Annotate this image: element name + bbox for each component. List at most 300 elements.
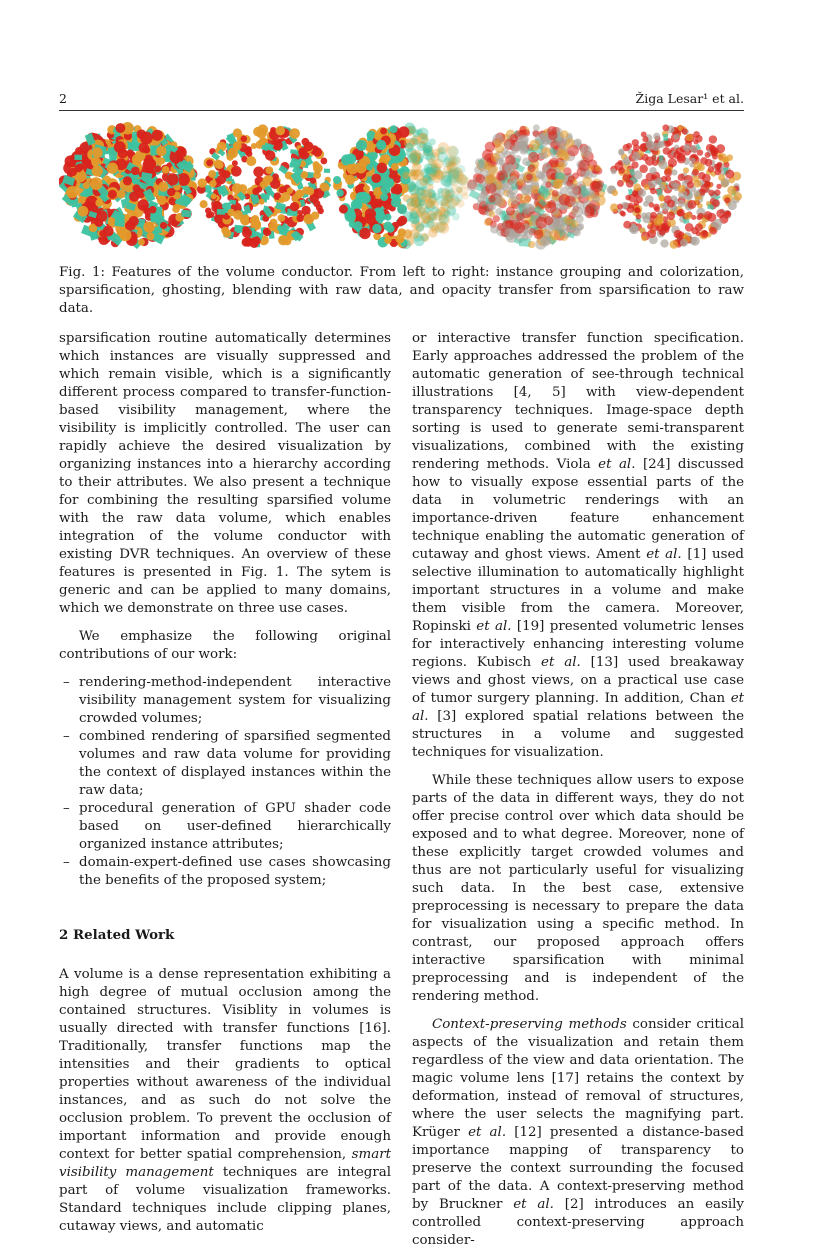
instance-mark — [692, 169, 699, 176]
instance-mark — [683, 144, 690, 151]
instance-mark — [467, 181, 478, 192]
instance-mark — [714, 219, 723, 228]
instance-mark — [409, 213, 420, 224]
instance-mark — [208, 211, 214, 217]
instance-mark — [426, 220, 434, 228]
instance-mark — [678, 200, 685, 207]
instance-mark — [611, 168, 617, 174]
instance-mark — [485, 142, 495, 152]
instance-mark — [391, 163, 399, 171]
instance-mark — [160, 222, 167, 229]
instance-mark — [484, 218, 492, 226]
instance-mark — [690, 158, 695, 163]
instance-mark — [265, 175, 272, 182]
instance-mark — [646, 141, 655, 150]
instance-mark — [251, 215, 259, 223]
instance-mark — [233, 128, 242, 137]
instance-mark — [542, 237, 550, 245]
instance-mark — [156, 146, 166, 156]
instance-mark — [488, 195, 495, 202]
instance-mark — [685, 223, 694, 232]
instance-mark — [618, 167, 625, 174]
instance-mark — [211, 193, 217, 199]
instance-mark — [693, 161, 702, 170]
instance-mark — [258, 199, 264, 205]
instance-mark — [253, 167, 264, 178]
paragraph: or interactive transfer function specification. Early approaches addressed the problem of the automatic generation of see-through technical illustrations [4, 5] with view-dependent transparency techniques. Image-space depth sorting is used to generate semi-transparent visualizations, combined with the existing rendering methods. Viola et al. [24] discussed how to visually expose essential parts of the data in volumetric renderings with an importance-driven feature enhancement technique enabling the automatic generation of cutaway and ghost views. Ament et al. [1] used selective illumination to automatically highlight important structures in a volume and make them visible from the camera. Moreover, Ropinski et al. [19] presented volumetric lenses for interactively enhancing interesting volume regions. Kubisch et al. [13] used breakaway views and ghost views, on a practical use case of tumor surgery planning. In addition, Chan et al. [3] explored spatial relations between the structures in a volume and suggested techniques for visualization. — [412, 331, 745, 760]
instance-mark — [395, 234, 404, 243]
instance-mark — [333, 176, 341, 184]
instance-mark — [118, 149, 128, 159]
instance-mark — [725, 170, 734, 179]
instance-mark — [506, 206, 515, 215]
instance-mark — [366, 164, 373, 171]
instance-mark — [504, 163, 513, 172]
instance-mark — [544, 216, 553, 225]
instance-mark — [687, 181, 694, 188]
instance-mark — [658, 141, 665, 148]
instance-mark — [496, 157, 503, 164]
instance-mark — [129, 191, 139, 201]
instance-mark — [673, 151, 681, 159]
instance-mark — [488, 211, 495, 218]
instance-mark — [690, 236, 699, 245]
instance-mark — [526, 173, 533, 180]
instance-mark — [119, 229, 131, 241]
instance-mark — [716, 209, 725, 218]
paragraph: We emphasize the following original contributions of our work: — [59, 629, 391, 662]
instance-mark — [123, 176, 132, 185]
instance-mark — [618, 160, 623, 165]
instance-mark — [218, 169, 226, 177]
instance-mark — [612, 190, 618, 196]
instance-mark — [417, 133, 428, 144]
instance-mark — [697, 149, 703, 155]
contributions-list — [59, 674, 391, 890]
instance-mark — [115, 123, 125, 133]
instance-mark — [355, 162, 366, 173]
instance-mark — [355, 192, 366, 203]
instance-mark — [433, 193, 441, 201]
instance-mark — [138, 239, 145, 246]
instance-mark — [624, 159, 630, 165]
instance-mark — [107, 163, 118, 174]
instance-mark — [306, 187, 314, 195]
instance-mark — [250, 239, 259, 248]
instance-mark — [427, 184, 434, 191]
instance-mark — [133, 184, 141, 192]
instance-mark — [380, 193, 388, 201]
instance-mark — [276, 126, 285, 135]
instance-mark — [658, 160, 667, 169]
instance-mark — [692, 176, 699, 183]
instance-mark — [117, 190, 126, 199]
instance-mark — [670, 240, 679, 249]
instance-mark — [556, 137, 567, 148]
instance-mark — [429, 138, 436, 145]
instance-mark — [555, 172, 565, 180]
instance-mark — [158, 157, 165, 164]
instance-mark — [217, 209, 225, 215]
instance-mark — [633, 144, 640, 151]
instance-mark — [716, 184, 721, 189]
instance-mark — [391, 198, 401, 208]
instance-mark — [585, 203, 596, 214]
instance-mark — [528, 152, 539, 163]
instance-mark — [372, 224, 381, 233]
instance-mark — [289, 128, 300, 139]
list-item: – combined rendering of sparsified segmented volumes and raw data volume for providing the context of displayed instances within the raw data; — [59, 728, 391, 800]
instance-mark — [495, 208, 502, 215]
instance-mark — [553, 178, 563, 188]
instance-mark — [654, 217, 663, 226]
instance-mark — [320, 183, 329, 192]
instance-mark — [505, 228, 514, 237]
instance-mark — [208, 170, 216, 178]
instance-mark — [714, 189, 720, 195]
instance-mark — [545, 181, 551, 187]
instance-mark — [402, 172, 410, 180]
instance-mark — [426, 211, 436, 221]
instance-mark — [643, 215, 651, 223]
instance-mark — [590, 181, 601, 192]
instance-mark — [533, 124, 540, 131]
instance-mark — [690, 145, 698, 153]
instance-mark — [650, 212, 657, 219]
instance-mark — [490, 225, 498, 233]
instance-mark — [683, 167, 689, 173]
instance-mark — [353, 221, 363, 231]
instance-mark — [398, 126, 409, 137]
instance-mark — [413, 169, 424, 180]
right-column — [412, 330, 744, 1250]
instance-mark — [712, 199, 720, 207]
instance-mark — [313, 171, 321, 179]
instance-mark — [336, 189, 343, 196]
instance-mark — [92, 165, 103, 176]
instance-mark — [74, 155, 82, 160]
instance-mark — [632, 152, 641, 161]
instance-mark — [251, 143, 257, 149]
instance-mark — [641, 235, 647, 241]
instance-mark — [559, 194, 570, 205]
instance-mark — [437, 171, 446, 180]
instance-mark — [662, 124, 669, 131]
instance-mark — [296, 214, 304, 222]
instance-mark — [479, 191, 487, 199]
instance-mark — [695, 223, 703, 231]
instance-mark — [376, 140, 386, 150]
instance-mark — [209, 180, 216, 187]
instance-mark — [633, 183, 641, 191]
instance-mark — [131, 167, 140, 176]
instance-mark — [664, 168, 672, 176]
instance-mark — [383, 221, 392, 230]
instance-mark — [489, 203, 496, 210]
instance-mark — [617, 204, 623, 210]
instance-mark — [580, 146, 592, 158]
instance-mark — [221, 227, 229, 235]
instance-mark — [241, 136, 248, 143]
instance-mark — [592, 195, 600, 203]
instance-mark — [519, 126, 526, 133]
instance-mark — [536, 170, 544, 178]
instance-mark — [138, 199, 149, 210]
instance-mark — [290, 202, 299, 211]
instance-mark — [324, 169, 330, 174]
instance-mark — [253, 127, 263, 137]
instance-mark — [303, 214, 314, 225]
instance-mark — [157, 195, 167, 205]
instance-mark — [728, 201, 737, 210]
instance-mark — [83, 182, 90, 189]
instance-mark — [509, 176, 518, 185]
paragraph: sparsification routine automatically determines which instances are visually suppressed and which remain visible, which is a significantly different process compared to transfer-function-based visibility management, where the visibility is implicitly controlled. The user can rapidly achieve the desired visualization by organizing instances into a hierarchy according to their attributes. We also present a technique for combining the resulting sparsified volume with the raw data volume, which enables integration of the volume conductor with existing DVR techniques. An overview of these features is presented in Fig. 1. The sytem is generic and can be applied to many domains, which we demonstrate on three use cases. — [59, 331, 391, 616]
instance-mark — [92, 147, 103, 158]
instance-mark — [377, 163, 388, 174]
instance-mark — [298, 147, 307, 156]
instance-mark — [698, 213, 704, 219]
instance-mark — [647, 229, 656, 238]
instance-mark — [371, 173, 381, 183]
instance-mark — [346, 153, 357, 164]
instance-mark — [206, 159, 213, 166]
instance-mark — [90, 177, 103, 190]
figure-caption: Fig. 1: Features of the volume conductor. From left to right: instance grouping and colorization, sparsification, ghosting, blending with raw data, and opacity transfer from sparsification to raw data. — [59, 265, 744, 316]
instance-mark — [642, 136, 648, 142]
instance-mark — [200, 200, 208, 208]
instance-mark — [242, 226, 248, 232]
instance-mark — [313, 161, 320, 168]
instance-mark — [549, 230, 560, 241]
instance-mark — [233, 210, 243, 220]
instance-mark — [725, 211, 730, 216]
instance-mark — [77, 163, 84, 170]
instance-mark — [618, 149, 624, 155]
panel-blending-raw-data — [467, 118, 607, 258]
instance-mark — [628, 194, 637, 203]
instance-mark — [644, 184, 650, 190]
instance-mark — [126, 149, 134, 157]
instance-mark — [252, 188, 259, 195]
instance-mark — [146, 232, 154, 240]
instance-mark — [661, 224, 667, 230]
instance-mark — [339, 205, 348, 214]
instance-mark — [511, 196, 520, 205]
instance-mark — [301, 206, 310, 215]
instance-mark — [704, 181, 711, 188]
instance-mark — [653, 133, 660, 140]
instance-mark — [693, 139, 698, 144]
instance-mark — [714, 168, 721, 175]
instance-mark — [365, 208, 376, 219]
instance-mark — [345, 175, 355, 185]
instance-mark — [236, 226, 242, 234]
instance-mark — [652, 160, 658, 166]
header-rule — [59, 110, 744, 111]
instance-mark — [528, 241, 535, 248]
instance-mark — [231, 166, 242, 177]
instance-mark — [714, 164, 719, 169]
instance-mark — [653, 204, 660, 211]
instance-mark — [398, 216, 407, 225]
instance-mark — [407, 201, 418, 212]
left-column — [59, 330, 391, 1236]
instance-mark — [668, 158, 677, 167]
instance-mark — [167, 188, 175, 196]
instance-mark — [524, 230, 533, 239]
instance-mark — [445, 194, 453, 202]
instance-mark — [494, 139, 501, 146]
instance-mark — [172, 205, 180, 213]
instance-mark — [709, 135, 717, 143]
instance-mark — [684, 212, 691, 219]
instance-mark — [455, 194, 463, 202]
instance-mark — [522, 203, 533, 214]
instance-mark — [667, 212, 675, 220]
instance-mark — [661, 176, 667, 182]
instance-mark — [68, 168, 77, 177]
instance-mark — [708, 166, 714, 172]
instance-mark — [677, 209, 685, 217]
instance-mark — [162, 166, 170, 174]
instance-mark — [568, 175, 575, 182]
instance-mark — [663, 134, 669, 141]
paragraph: A volume is a dense representation exhibiting a high degree of mutual occlusion among the contained structures. Visiblity in volumes is usually directed with transfer functions [16]. Traditionally, transfer functions map the intensities and their gradients to optical properties without awareness of the individual instances, and as such do not solve the occlusion problem. To prevent the occlusion of important information and provide enough context for better spatial comprehension, smart visibility management techniques are integral part of volume visualization frameworks. Standard techniques include clipping planes, cutaway views, and automatic — [59, 967, 391, 1234]
instance-mark — [446, 146, 458, 158]
instance-mark — [281, 192, 291, 202]
instance-mark — [129, 216, 139, 226]
instance-mark — [552, 190, 559, 197]
instance-mark — [636, 214, 642, 220]
instance-mark — [301, 138, 309, 146]
instance-mark — [418, 199, 425, 206]
instance-mark — [149, 206, 157, 214]
instance-mark — [177, 147, 185, 155]
instance-mark — [619, 210, 624, 215]
instance-mark — [701, 230, 709, 238]
instance-mark — [198, 178, 207, 187]
instance-mark — [548, 131, 558, 141]
instance-mark — [228, 148, 238, 158]
instance-mark — [475, 174, 485, 184]
section-heading: 2 Related Work — [59, 927, 175, 943]
instance-mark — [658, 194, 665, 201]
instance-mark — [516, 213, 525, 222]
panel-ghosting — [331, 118, 471, 258]
instance-mark — [529, 140, 540, 151]
instance-mark — [144, 158, 156, 170]
instance-mark — [626, 180, 634, 188]
instance-mark — [595, 165, 601, 171]
instance-mark — [246, 146, 252, 152]
instance-mark — [643, 201, 649, 207]
instance-mark — [277, 214, 285, 222]
instance-mark — [610, 203, 619, 212]
instance-mark — [478, 205, 487, 214]
instance-mark — [313, 147, 323, 157]
instance-mark — [66, 186, 78, 198]
instance-mark — [158, 182, 168, 192]
instance-mark — [484, 162, 492, 170]
instance-mark — [718, 153, 727, 162]
instance-mark — [655, 177, 662, 184]
instance-mark — [671, 169, 677, 175]
instance-mark — [634, 207, 640, 213]
instance-mark — [686, 134, 693, 141]
instance-mark — [451, 185, 461, 195]
instance-mark — [693, 190, 700, 197]
instance-mark — [519, 145, 529, 155]
instance-mark — [660, 239, 668, 247]
instance-mark — [265, 166, 273, 174]
instance-mark — [636, 196, 643, 203]
instance-mark — [426, 163, 438, 175]
instance-mark — [356, 140, 367, 151]
panel-sparsification — [195, 118, 335, 258]
instance-mark — [390, 125, 398, 133]
instance-mark — [572, 206, 583, 217]
instance-mark — [639, 165, 648, 174]
instance-mark — [410, 229, 420, 239]
instance-mark — [588, 165, 594, 171]
instance-mark — [290, 149, 296, 154]
instance-mark — [674, 133, 680, 139]
instance-mark — [108, 190, 117, 199]
instance-mark — [152, 130, 163, 141]
instance-mark — [521, 185, 531, 195]
instance-mark — [623, 221, 631, 229]
page-number: 2 — [59, 91, 67, 106]
instance-mark — [545, 202, 556, 213]
instance-mark — [541, 152, 548, 159]
instance-mark — [680, 239, 688, 247]
instance-mark — [384, 214, 391, 221]
instance-mark — [154, 165, 161, 172]
instance-mark — [708, 190, 714, 196]
list-item: – rendering-method-independent interactive visibility management system for visualizing crowded volumes; — [59, 674, 391, 728]
instance-mark — [687, 200, 696, 209]
instance-mark — [167, 173, 179, 185]
instance-mark — [241, 217, 250, 226]
instance-mark — [710, 149, 716, 155]
panel-opacity-transfer — [604, 118, 744, 258]
instance-mark — [497, 173, 505, 181]
list-item: – domain-expert-defined use cases showcasing the benefits of the proposed system; — [59, 854, 391, 890]
instance-mark — [268, 222, 277, 231]
instance-mark — [95, 199, 103, 207]
instance-mark — [485, 175, 494, 184]
instance-mark — [232, 160, 238, 166]
instance-mark — [649, 167, 656, 174]
instance-mark — [678, 185, 686, 193]
instance-mark — [363, 185, 370, 192]
instance-mark — [143, 221, 154, 232]
instance-mark — [246, 156, 256, 166]
instance-mark — [379, 175, 390, 186]
instance-mark — [443, 210, 451, 218]
instance-mark — [295, 190, 302, 197]
instance-mark — [140, 132, 153, 145]
instance-mark — [216, 161, 224, 169]
instance-mark — [528, 165, 536, 173]
instance-mark — [511, 145, 519, 153]
instance-mark — [265, 150, 275, 160]
instance-mark — [449, 167, 460, 178]
instance-mark — [678, 231, 684, 237]
panel-instance-grouping — [59, 118, 199, 258]
running-author: Žiga Lesar¹ et al. — [635, 91, 744, 106]
